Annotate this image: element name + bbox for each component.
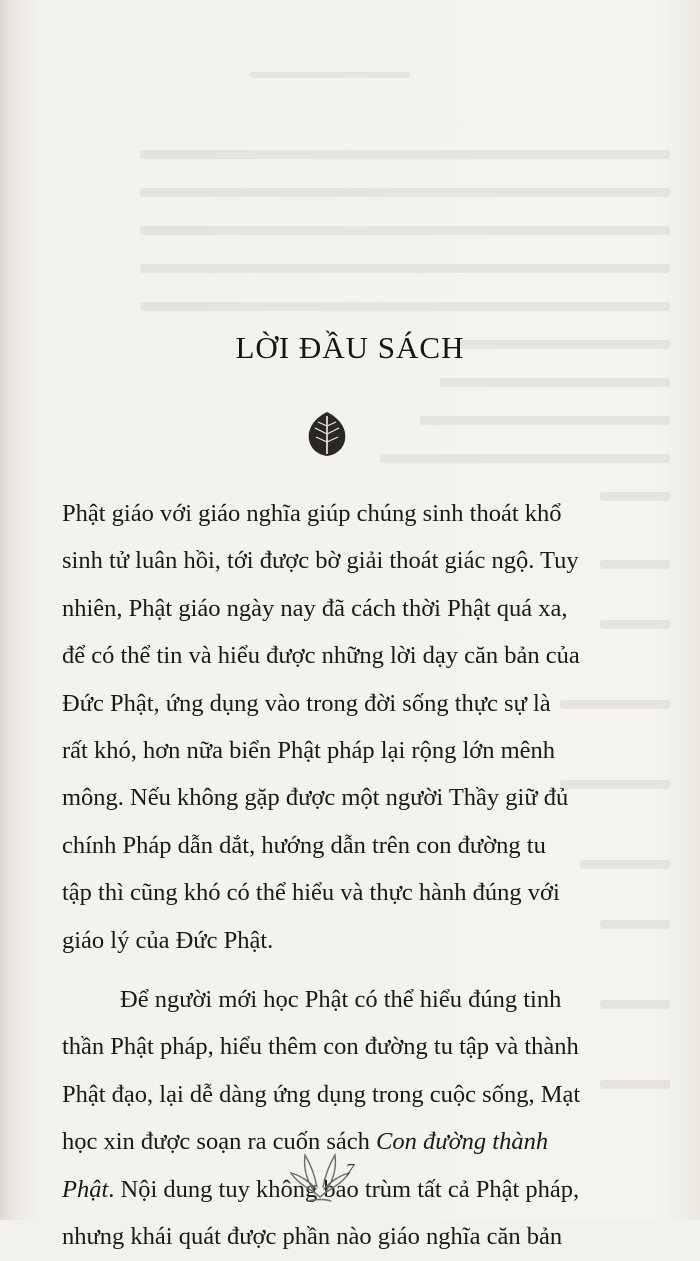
text-line: tập thì cũng khó có thể hiểu và thực hành đúng với — [62, 879, 560, 907]
leaf-icon — [305, 410, 349, 458]
text-segment: học xin được soạn ra cuốn sách — [62, 1128, 377, 1156]
text-line-with-title — [62, 1118, 652, 1165]
text-line: sinh tử luân hồi, tới được bờ giải thoát giác ngộ. Tuy — [62, 547, 579, 575]
text-line: thần Phật pháp, hiểu thêm con đường tu tập và thành — [62, 1033, 579, 1061]
text-line: chính Pháp dẫn dắt, hướng dẫn trên con đường tu — [62, 831, 546, 859]
text-line: Phật giáo với giáo nghĩa giúp chúng sinh thoát khổ — [62, 500, 562, 527]
text-segment: . Nội dung tuy không bao trùm tất cả Phật pháp, — [108, 1175, 580, 1203]
text-line: Phật đạo, lại dễ dàng ứng dụng trong cuộc sống, Mạt — [62, 1080, 581, 1108]
preface-body — [62, 490, 652, 1261]
text-line: giáo lý của Đức Phật. — [62, 926, 274, 954]
page-number: 7 — [345, 1160, 355, 1179]
paragraph-2 — [62, 976, 652, 1260]
text-line: nhiên, Phật giáo ngày nay đã cách thời Phật quá xa, — [62, 594, 568, 622]
text-line: rất khó, hơn nữa biển Phật pháp lại rộng lớn mênh — [62, 737, 556, 765]
text-line: mông. Nếu không gặp được một người Thầy giữ đủ — [62, 784, 569, 812]
text-line: Đức Phật, ứng dụng vào trong đời sống thực sự là — [62, 689, 551, 717]
text-line: Để người mới học Phật có thể hiểu đúng tinh — [120, 986, 562, 1014]
text-line: để có thể tin và hiểu được những lời dạy căn bản của — [62, 642, 580, 670]
page-title: LỜI ĐẦU SÁCH — [235, 330, 465, 365]
text-line: nhưng khái quát được phần nào giáo nghĩa căn bản — [62, 1223, 563, 1251]
paragraph-1 — [62, 490, 652, 964]
book-title: Phật — [62, 1175, 109, 1203]
book-title: Con đường thành — [376, 1128, 549, 1156]
